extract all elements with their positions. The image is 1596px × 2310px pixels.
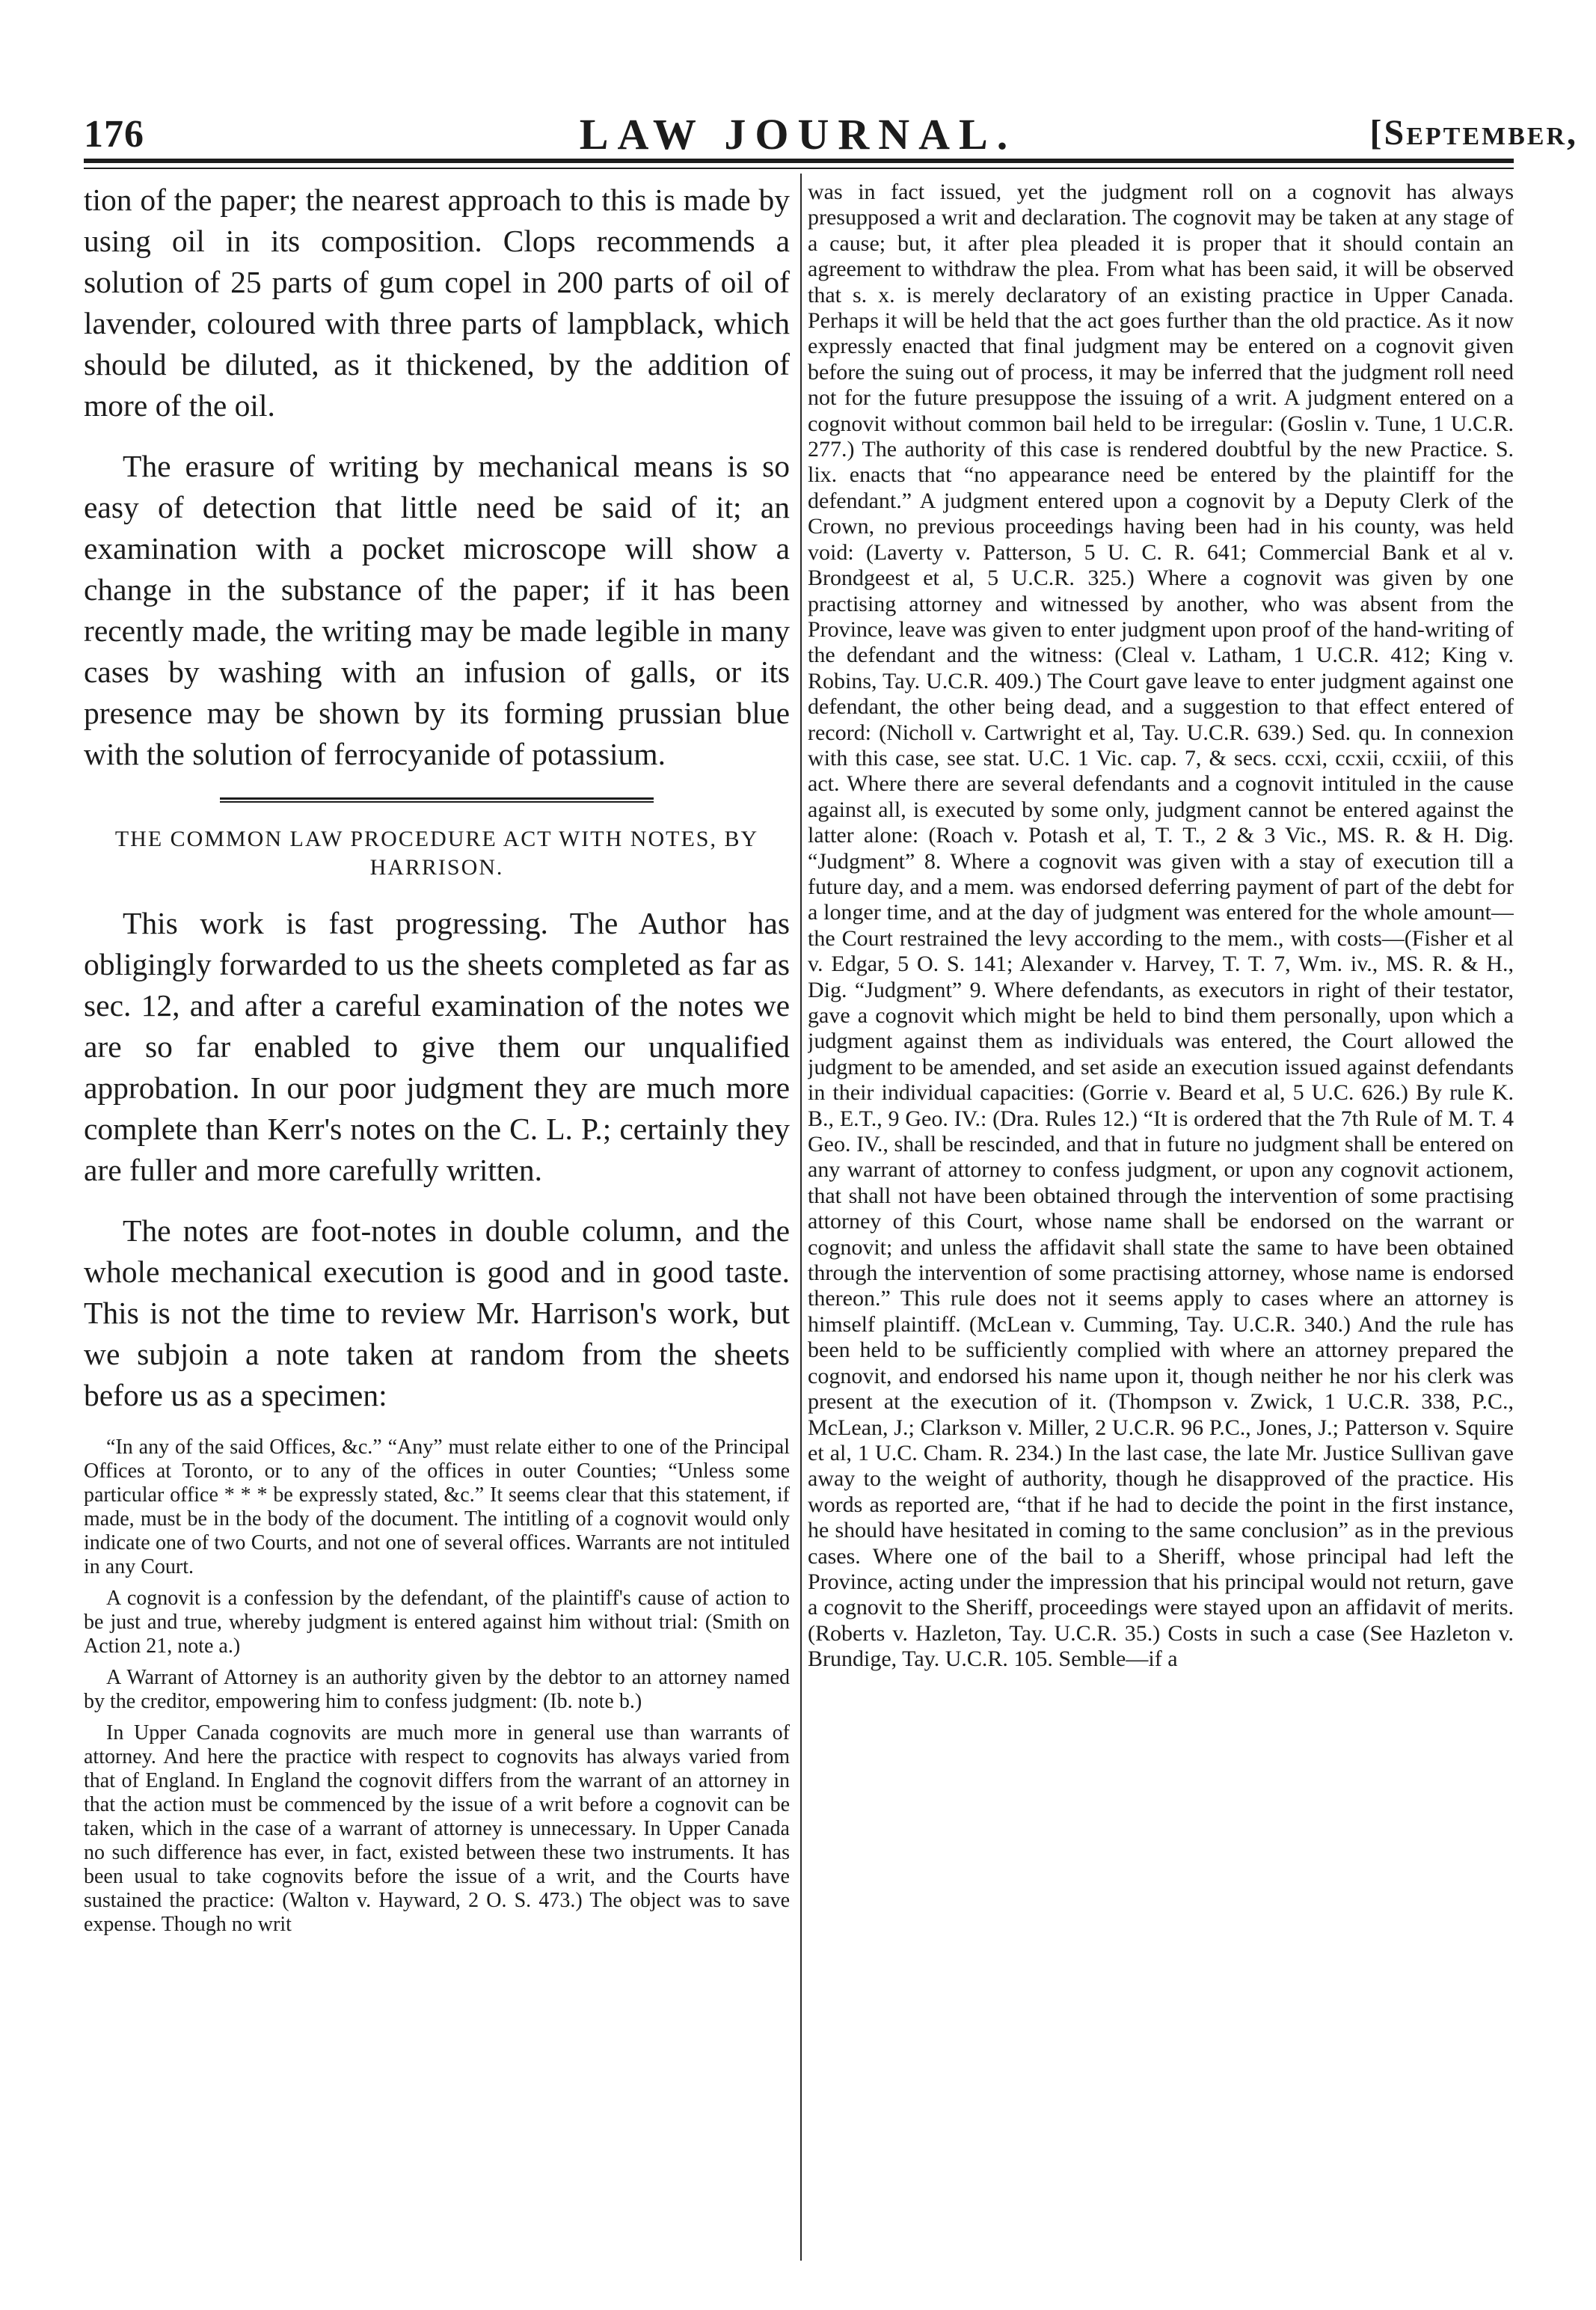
left-paragraph-2: The erasure of writing by mechanical means is so easy of detection that little need be said of it; an examination with a pocket microscope will show a change in the substance of the paper; if it has been recently made, the writing may be made legible in many cases by washing with an infusion of galls, or its presence may be shown by its forming prussian blue with the solution of ferrocyanide of potassium. bbox=[84, 449, 790, 771]
journal-title: LAW JOURNAL. bbox=[579, 110, 1017, 159]
section-divider-thin bbox=[220, 801, 654, 803]
header-rule-thick bbox=[84, 159, 1514, 163]
right-column-text: was in fact issued, yet the judgment roll on a cognovit has always presupposed a writ and declaration. The cognovit may be taken at any stage of a cause; but, it after plea pleaded it is proper that it should contain an agreement to withdraw the plea. From what has been said, it will be observed that s. x. is merely declaratory of an existing practice in Upper Canada. Perhaps it will be held that the act goes further than the old practice. As it now expressly enacted that final judgment may be entered on a cognovit given before the suing out of process, it may be inferred that the judgment roll need not for the future presuppose the issuing of a writ. A judgment entered on a cognovit without common bail held to be irregular: (Goslin v. Tune, 1 U.C.R. 277.) The authority of this case is rendered doubtful by the new Practice. S. lix. enacts that “no appearance need be entered by the plaintiff for the defendant.” A judgment entered upon a cognovit by a Deputy Clerk of the Crown, no previous proceedings having been had in his county, was held void: (Laverty v. Patterson, 5 U. C. R. 641; Commercial Bank et al v. Brondgeest et al, 5 U.C.R. 325.) Where a cognovit was given by one practising attorney and witnessed by another, who was absent from the Province, leave was given to enter judgment upon proof of the hand-writing of the defendant and the witness: (Cleal v. Latham, 1 U.C.R. 412; King v. Robins, Tay. U.C.R. 409.) The Court gave leave to enter judgment against one defendant, the other being dead, and a suggestion to that effect entered of record: (Nicholl v. Cartwright et al, Tay. U.C.R. 639.) Sed. qu. In connexion with this case, see stat. U.C. 1 Vic. cap. 7, & secs. ccxi, ccxii, ccxiii, of this act. Where there are several defendants and a cognovit intituled in the cause against all, is executed by some only, judgment cannot be entered against the latter alone: (Roach v. Potash et al, T. T., 2 & 3 Vic., MS. R. & H. Dig. “Judgment” 8. Where a cognovit was given with a stay of execution till a future day, and a mem. was endorsed deferring payment of part of the debt for a longer time, and at the day of judgment was entered for the whole amount—the Court restrained the levy according to the mem., with costs—(Fisher et al v. Edgar, 5 O. S. 141; Alexander v. Harvey, T. T. 7, Wm. iv., MS. R. & H., Dig. “Judgment” 9. Where defendants, as executors in right of their testator, gave a cognovit which might be held to bind them personally, upon which a judgment against them as individuals was entered, the Court allowed the judgment to be amended, and set aside an execution issued against defendants in their individual capacities: (Gorrie v. Beard et al, 5 U.C. 626.) By rule K. B., E.T., 9 Geo. IV.: (Dra. Rules 12.) “It is ordered that the 7th Rule of M. T. 4 Geo. IV., shall be rescinded, and that in future no judgment shall be entered on any warrant of attorney to confess judgment, or upon any cognovit actionem, that shall not have been obtained through the intervention of some practising attorney of this Court, whose name shall be endorsed on the warrant or cognovit; and unless the affidavit shall state the same to have been obtained through the intervention of some practising attorney, whose name is endorsed thereon.” This rule does not it seems apply to cases where an attorney is himself plaintiff. (McLean v. Cumming, Tay. U.C.R. 340.) And the rule has been held to be sufficiently complied with where an attorney prepared the cognovit, and endorsed his name upon it, though neither he nor his clerk was present at the execution of it. (Thompson v. Zwick, 1 U.C.R. 338, P.C., McLean, J.; Clarkson v. Miller, 2 U.C.R. 96 P.C., Jones, J.; Patterson v. Squire et al, 1 U.C. Cham. R. 234.) In the last case, the late Mr. Justice Sullivan gave away to the weight of authority, though he disapproved of the practice. His words as reported are, “that if he had to decide the point in the first instance, he should have hesitated in coming to the same conclusion” as in the previous cases. Where one of the bail to a Sheriff, whose principal had left the Province, acting under the impression that his principal would not return, gave a cognovit to the Sheriff, proceedings were stayed upon an affidavit of merits. (Roberts v. Hazleton, Tay. U.C.R. 35.) Costs in such a case (See Hazleton v. Brundige, Tay. U.C.R. 105. Semble—if a bbox=[808, 180, 1514, 1672]
header-rule-thin bbox=[84, 168, 1514, 169]
specimen-note-2: A cognovit is a confession by the defendant, of the plaintiff's cause of action to be just and true, whereby judgment is entered against him without trial: (Smith on Action 21, note a.) bbox=[84, 1587, 790, 1658]
right-column bbox=[808, 180, 1514, 2274]
specimen-note-4: In Upper Canada cognovits are much more in general use than warrants of attorney. And here the practice with respect to cognovits has always varied from that of England. In England the cognovit differs from the warrant of an attorney in that the action must be commenced by the issue of a writ before a cognovit can be taken, which in the case of a warrant of attorney is unnecessary. In Upper Canada no such difference has ever, in fact, existed between these two instruments. It has been usual to take cognovits before the issue of a writ, and the Courts have sustained the practice: (Walton v. Hayward, 2 O. S. 473.) The object was to save expense. Though no writ bbox=[84, 1721, 790, 1936]
page-header bbox=[0, 0, 1596, 157]
specimen-note-1: “In any of the said Offices, &c.” “Any” must relate either to one of the Principal Offices at Toronto, or to any of the offices in outer Counties; “Unless some particular office * * * be expressly stated, &c.” It seems clear that this statement, if made, must be in the body of the document. The intitling of a cognovit would only indicate one of two Courts, and not one of several offices. Warrants are not intituled in any Court. bbox=[84, 1436, 790, 1578]
left-column bbox=[84, 180, 790, 2274]
header-month: [September, bbox=[1369, 113, 1578, 153]
left-paragraph-4: The notes are foot-notes in double column, and the whole mechanical execution is good and in good taste. This is not the time to review Mr. Harrison's work, but we subjoin a note taken at random from the sheets before us as a specimen: bbox=[84, 1213, 790, 1412]
section-divider bbox=[220, 797, 654, 800]
page-number: 176 bbox=[84, 113, 144, 156]
column-divider bbox=[800, 174, 802, 2261]
specimen-note-3: A Warrant of Attorney is an authority given by the debtor to an attorney named by the creditor, empowering him to confess judgment: (Ib. note b.) bbox=[84, 1666, 790, 1713]
left-paragraph-1: tion of the paper; the nearest approach to this is made by using oil in its composition. Clops recommends a solution of 25 parts of gum copel in 200 parts of oil of lavender, coloured with three parts of lampblack, which should be diluted, as it thickened, by the addition of more of the oil. bbox=[84, 183, 790, 423]
section-title: THE COMMON LAW PROCEDURE ACT WITH NOTES, BY HARRISON. bbox=[114, 827, 759, 880]
left-paragraph-3: This work is fast progressing. The Author has obligingly forwarded to us the sheets completed as far as sec. 12, and after a careful examination of the notes we are so far enabled to give them our unqualified approbation. In our poor judgment they are much more complete than Kerr's notes on the C. L. P.; certainly they are fuller and more carefully written. bbox=[84, 906, 790, 1187]
